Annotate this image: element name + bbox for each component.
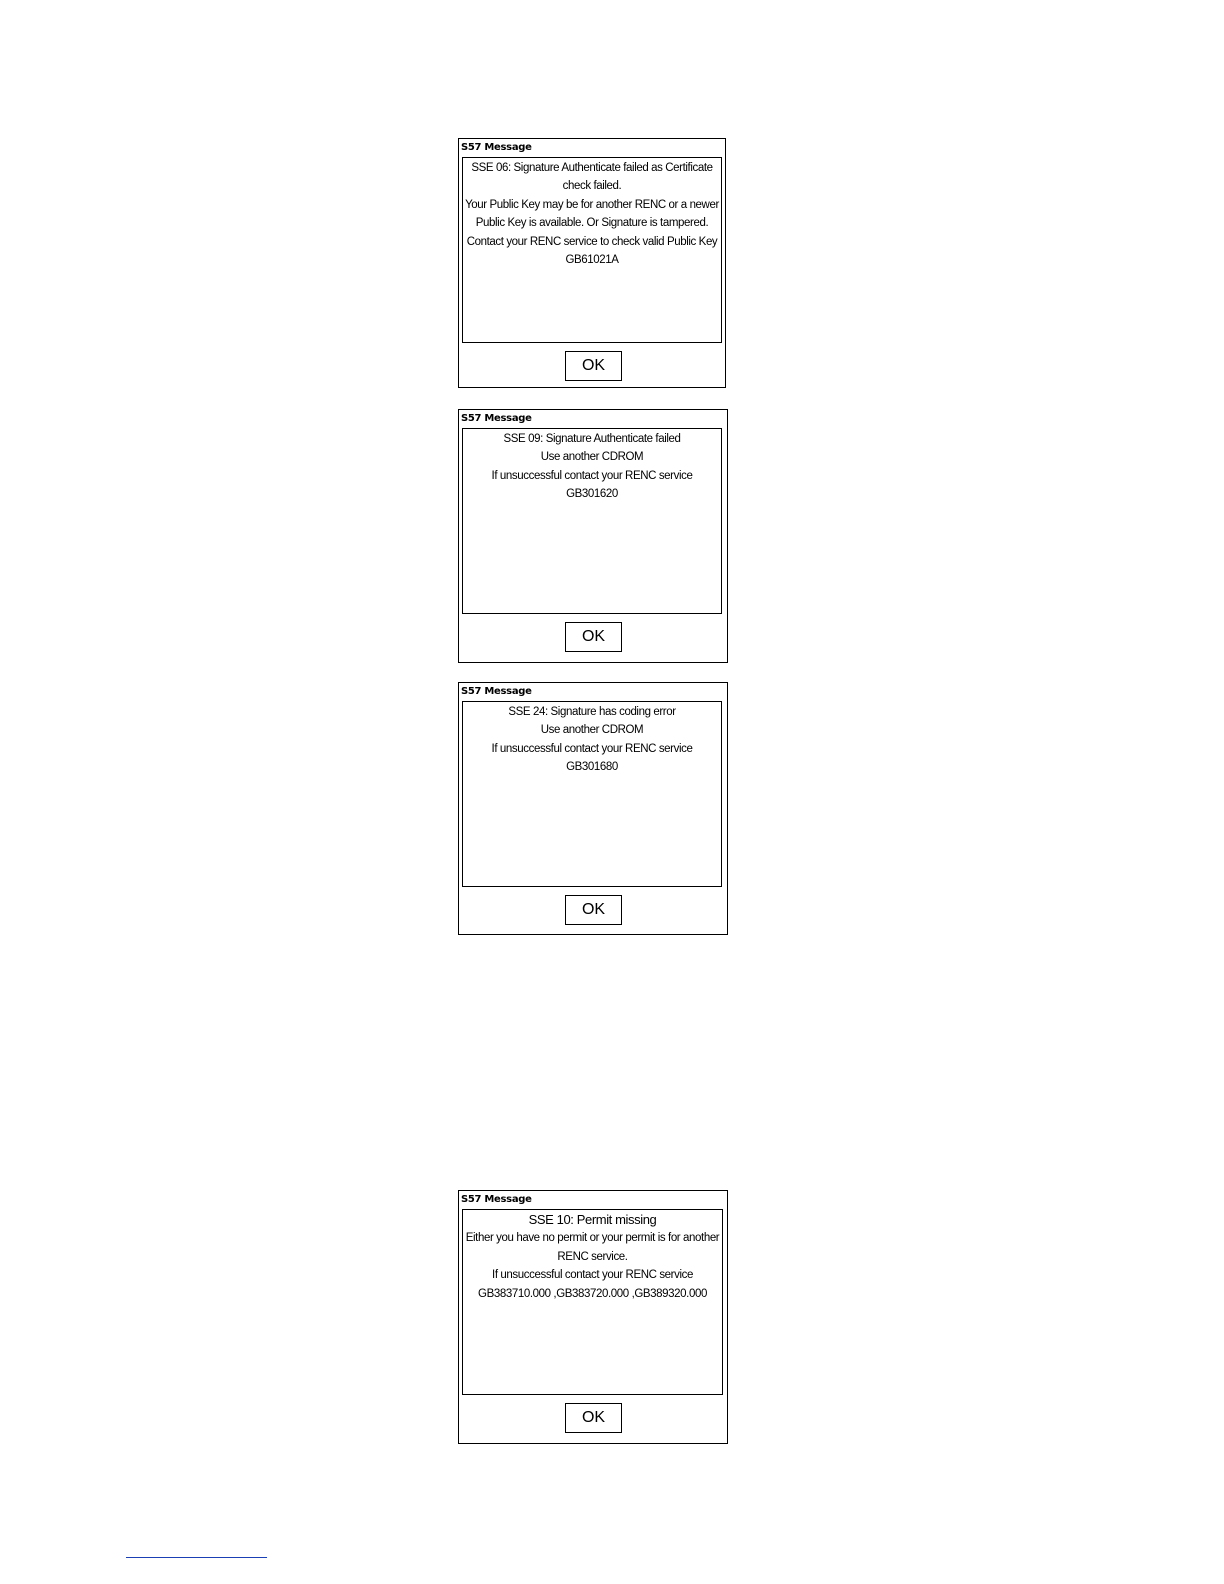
- s57-message-dialog-sse10: [458, 1190, 728, 1444]
- message-line: GB383710.000 ,GB383720.000 ,GB389320.000: [478, 1287, 707, 1300]
- ok-button[interactable]: OK: [565, 1403, 622, 1433]
- message-line: Use another CDROM: [540, 724, 644, 737]
- message-line: Your Public Key may be for another RENC or a newer: [465, 198, 719, 211]
- message-text-area: [462, 701, 722, 887]
- message-line: Contact your RENC service to check valid Public Key: [466, 235, 718, 248]
- s57-message-dialog-sse06: [458, 138, 726, 388]
- message-line: RENC service.: [557, 1250, 628, 1263]
- message-line: check failed.: [562, 180, 622, 193]
- message-line: SSE 10: Permit missing: [528, 1212, 657, 1227]
- message-line: Either you have no permit or your permit is for another: [465, 1232, 720, 1245]
- dialog-title: S57 Message: [461, 1194, 532, 1205]
- message-line: SSE 06: Signature Authenticate failed as Certificate: [471, 162, 713, 174]
- s57-message-dialog-sse09: [458, 409, 728, 663]
- message-text-area: [462, 428, 722, 614]
- message-line: GB301680: [566, 761, 618, 774]
- s57-message-dialog-sse24: [458, 682, 728, 935]
- message-line: Use another CDROM: [540, 451, 644, 464]
- message-text-area: [462, 1209, 723, 1395]
- dialog-title: S57 Message: [461, 142, 532, 153]
- message-line: GB61021A: [565, 254, 619, 267]
- message-line: If unsuccessful contact your RENC service: [491, 742, 693, 755]
- ok-button[interactable]: OK: [565, 351, 622, 381]
- message-line: SSE 09: Signature Authenticate failed: [503, 433, 681, 445]
- dialog-title: S57 Message: [461, 686, 532, 697]
- message-text-area: [462, 157, 722, 343]
- ok-button[interactable]: OK: [565, 895, 622, 925]
- ok-button[interactable]: OK: [565, 622, 622, 652]
- dialog-title: S57 Message: [461, 413, 532, 424]
- message-line: If unsuccessful contact your RENC service: [492, 1269, 693, 1282]
- message-line: SSE 24: Signature has coding error: [508, 706, 676, 718]
- message-line: GB301620: [566, 488, 618, 501]
- message-line: Public Key is available. Or Signature is tampered.: [475, 217, 709, 230]
- footnote-separator: [126, 1557, 267, 1558]
- message-line: If unsuccessful contact your RENC service: [491, 469, 693, 482]
